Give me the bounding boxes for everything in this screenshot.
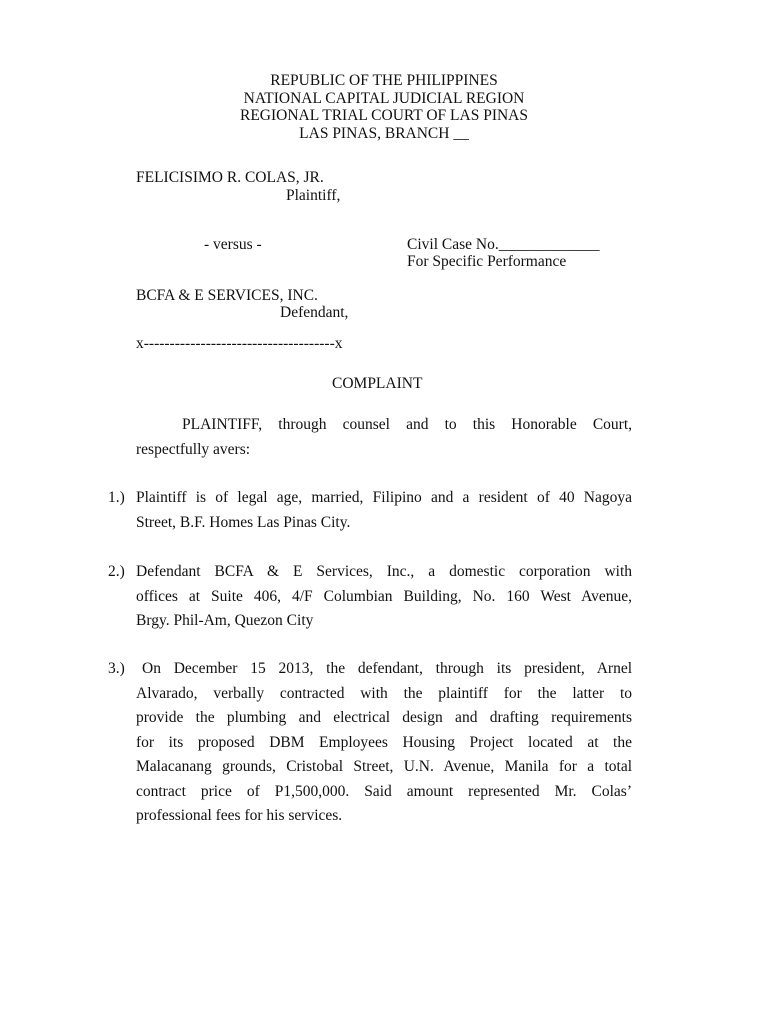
intro-line: respectfully avers:: [136, 440, 251, 458]
header-line: REGIONAL TRIAL COURT OF LAS PINAS: [240, 107, 528, 124]
numbered-paragraph: [136, 560, 632, 634]
document-title: COMPLAINT: [332, 375, 423, 392]
paragraph-line: Malacanang grounds, Cristobal Street, U.N. Avenue, Manila for a total: [136, 758, 632, 775]
paragraph-line: Street, B.F. Homes Las Pinas City.: [136, 513, 351, 531]
plaintiff-role: Plaintiff,: [286, 187, 341, 204]
paragraph-number: 3.): [108, 660, 125, 677]
intro-paragraph: [136, 413, 632, 462]
paragraph-line: professional fees for his services.: [136, 807, 343, 824]
paragraph-line: Defendant BCFA & E Services, Inc., a domestic corporation with: [136, 563, 632, 580]
defendant-role: Defendant,: [280, 304, 349, 321]
numbered-paragraph: [136, 657, 632, 829]
header-line: LAS PINAS, BRANCH __: [299, 124, 469, 142]
defendant-name: BCFA & E SERVICES, INC.: [136, 287, 318, 304]
paragraph-line: provide the plumbing and electrical design and drafting requirements: [136, 709, 632, 726]
plaintiff-name: FELICISIMO R. COLAS, JR.: [136, 169, 324, 186]
header-line: NATIONAL CAPITAL JUDICIAL REGION: [243, 89, 525, 107]
intro-line: PLAINTIFF, through counsel and to this Honorable Court,: [182, 416, 632, 433]
paragraph-line: Alvarado, verbally contracted with the plaintiff for the latter to: [136, 684, 632, 702]
paragraph-number: 2.): [108, 563, 125, 580]
paragraph-line: for its proposed DBM Employees Housing Project located at the: [136, 733, 632, 751]
court-header: [0, 72, 768, 142]
paragraph-line: contract price of P1,500,000. Said amount represented Mr. Colas’: [136, 782, 632, 800]
case-nature: For Specific Performance: [407, 253, 567, 270]
paragraph-line: Plaintiff is of legal age, married, Filipino and a resident of 40 Nagoya: [136, 489, 632, 506]
header-line: REPUBLIC OF THE PHILIPPINES: [270, 72, 498, 89]
numbered-paragraph: [136, 486, 632, 535]
versus-label: - versus -: [204, 236, 262, 253]
paragraph-line: On December 15 2013, the defendant, through its president, Arnel: [142, 660, 632, 677]
case-number: Civil Case No._____________: [407, 236, 600, 253]
paragraph-number: 1.): [108, 489, 125, 506]
caption-separator: x-------------------------------------x: [136, 335, 343, 352]
paragraph-line: Brgy. Phil-Am, Quezon City: [136, 612, 314, 629]
paragraph-line: offices at Suite 406, 4/F Columbian Building, No. 160 West Avenue,: [136, 587, 632, 605]
